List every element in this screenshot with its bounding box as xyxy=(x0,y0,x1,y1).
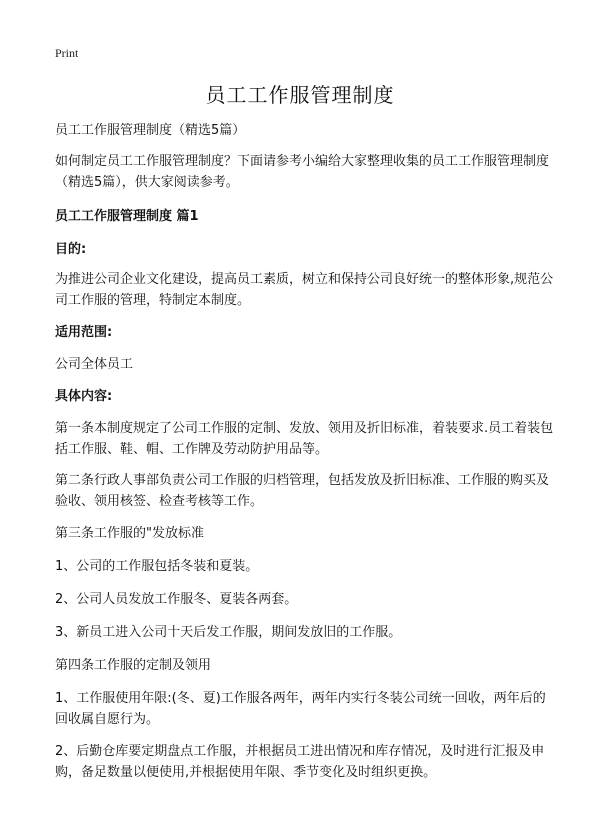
article-4: 第四条工作服的定制及领用 xyxy=(55,658,212,673)
content-heading: 具体内容: xyxy=(55,389,113,404)
document-body xyxy=(55,120,555,783)
subtitle: 员工工作服管理制度（精选5篇） xyxy=(55,123,246,138)
section-heading: 员工工作服管理制度 篇1 xyxy=(55,209,199,224)
scope-heading: 适用范围: xyxy=(55,325,113,340)
article-3-item-3: 3、新员工进入公司十天后发工作服，期间发放旧的工作服。 xyxy=(55,625,402,640)
article-3-item-2: 2、公司人员发放工作服冬、夏装各两套。 xyxy=(55,592,298,607)
intro-paragraph: 如何制定员工工作服管理制度？下面请参考小编给大家整理收集的员工工作服管理制度（精选5篇），供大家阅读参考。 xyxy=(55,154,550,190)
article-4-item-2: 2、后勤仓库要定期盘点工作服，并根据员工进出情况和库存情况，及时进行汇报及申购，备足数量以便使用,并根据使用年限、季节变化及时组织更换。 xyxy=(55,744,545,780)
page-title: 员工工作服管理制度 xyxy=(205,83,395,107)
scope-paragraph: 公司全体员工 xyxy=(55,357,134,372)
article-4-item-1: 1、工作服使用年限:(冬、夏)工作服各两年，两年内实行冬装公司统一回收，两年后的回收属自愿行为。 xyxy=(55,691,546,727)
purpose-paragraph: 为推进公司企业文化建设，提高员工素质，树立和保持公司良好统一的整体形象,规范公司工作服的管理，特制定本制度。 xyxy=(55,272,554,308)
article-3-item-1: 1、公司的工作服包括冬装和夏装。 xyxy=(55,559,259,574)
print-link[interactable]: Print xyxy=(55,46,79,60)
article-1: 第一条本制度规定了公司工作服的定制、发放、领用及折旧标准，着装要求.员工着装包括工作服、鞋、帽、工作牌及劳动防护用品等。 xyxy=(55,421,554,457)
article-3: 第三条工作服的"发放标准 xyxy=(55,526,204,541)
purpose-heading: 目的: xyxy=(55,242,87,257)
article-2: 第二条行政人事部负责公司工作服的归档管理，包括发放及折旧标准、工作服的购买及验收、领用核签、检查考核等工作。 xyxy=(55,473,550,509)
